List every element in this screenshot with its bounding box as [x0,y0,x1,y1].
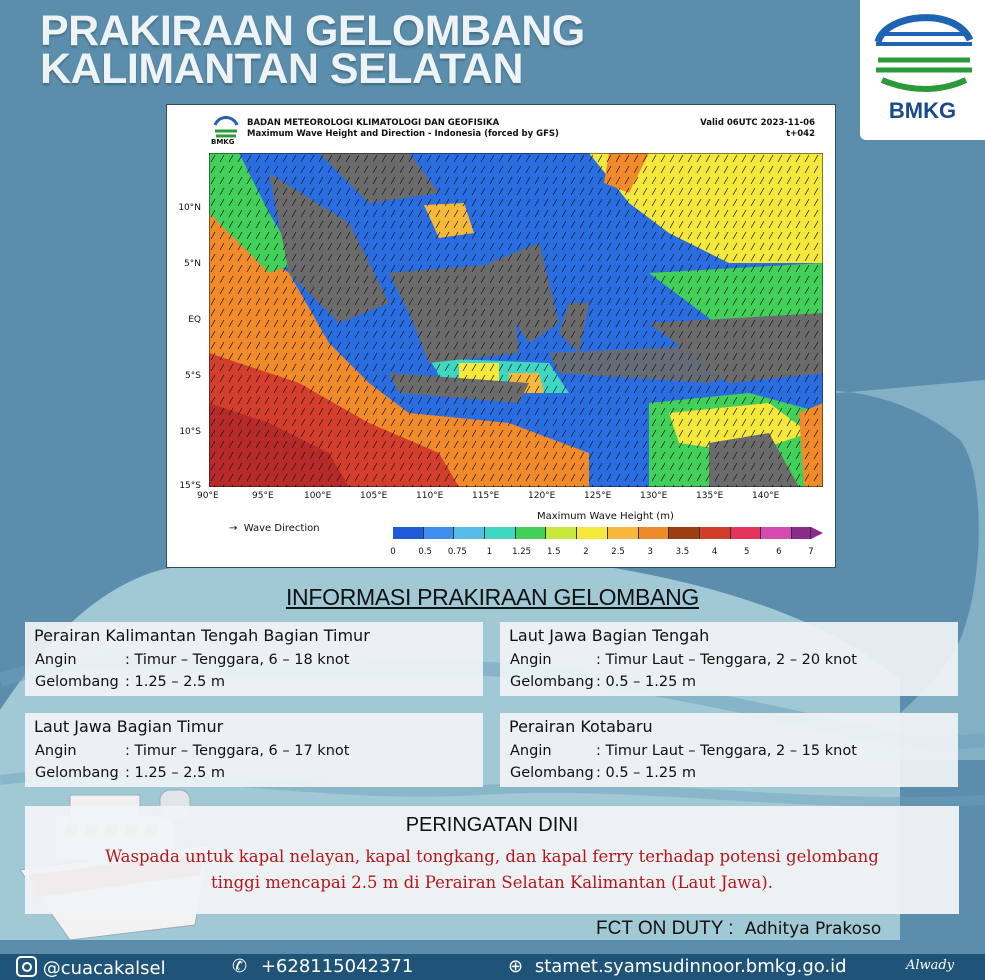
forecast-card-title: Perairan Kalimantan Tengah Bagian Timur [34,626,370,645]
gelombang-label: Gelombang [35,674,119,690]
colorbar-tick-label: 0.75 [447,547,467,557]
lon-label: 110°E [416,491,444,501]
bmkg-logo-text: BMKG [888,98,957,123]
forecast-card [25,622,483,696]
colorbar-segment [669,527,700,539]
lon-label: 115°E [472,491,500,501]
signature: Alwady [906,958,955,973]
wave-map-panel [166,104,836,568]
footer-phone[interactable] [232,956,413,977]
footer-instagram[interactable] [16,956,166,979]
lon-label: 125°E [584,491,612,501]
colorbar-tick-label: 2.5 [611,547,625,557]
instagram-icon [16,956,37,977]
page-title-line2: KALIMANTAN SELATAN [40,45,524,93]
lat-label: 5°S [185,371,201,381]
wave-direction-label: Wave Direction [243,523,320,534]
footer-bar [0,954,985,980]
fct-label: FCT ON DUTY : [596,918,734,939]
page-title [40,7,585,93]
lon-label: 100°E [304,491,332,501]
lon-label: 95°E [252,491,274,501]
gelombang-value: : 1.25 – 2.5 m [125,765,226,781]
colorbar-labels [390,547,823,561]
angin-value: : Timur – Tenggara, 6 – 17 knot [125,743,350,759]
bmkg-logo [860,0,985,140]
lat-label: 15°S [179,481,201,491]
wave-direction-legend [229,523,320,534]
colorbar-segment [639,527,670,539]
gelombang-label: Gelombang [510,765,594,781]
early-warning-title: PERINGATAN DINI [405,814,579,836]
angin-label: Angin [510,652,552,668]
map-valid-time: Valid 06UTC 2023-11-06 [700,118,815,128]
forecast-card [500,622,958,696]
colorbar-segment [546,527,577,539]
angin-label: Angin [35,652,77,668]
early-warning-box [25,806,959,914]
colorbar-segment [731,527,762,539]
forecast-card [500,713,958,787]
lon-label: 105°E [360,491,388,501]
website-url: stamet.syamsudinnoor.bmkg.go.id [534,956,847,977]
lon-label: 135°E [696,491,724,501]
lon-label: 120°E [528,491,556,501]
colorbar-extend-arrow [811,527,823,539]
map-product: Maximum Wave Height and Direction - Indonesia (forced by GFS) [247,129,559,139]
lat-label: EQ [188,315,201,325]
forecast-card [25,713,483,787]
colorbar-tick-label: 1.25 [512,547,532,557]
colorbar-tick-label: 5 [743,547,750,557]
colorbar-segment [761,527,792,539]
map-lead-time: t+042 [786,129,815,139]
lon-label: 140°E [752,491,780,501]
colorbar-title: Maximum Wave Height (m) [537,511,674,522]
colorbar-tick-label: 3.5 [675,547,690,557]
angin-label: Angin [35,743,77,759]
angin-label: Angin [510,743,552,759]
mini-logo-text: BMKG [211,138,235,146]
globe-icon: ⊕ [508,956,524,977]
colorbar-tick-label: 2 [583,547,589,557]
arrow-right-icon: → [229,523,238,534]
footer-website[interactable] [508,956,847,977]
colorbar-segment [700,527,731,539]
info-title: INFORMASI PRAKIRAAN GELOMBANG [285,584,700,610]
wave-height-map [209,153,823,487]
colorbar-segment [577,527,608,539]
colorbar-tick-label: 1 [486,547,493,557]
colorbar-segment [424,527,455,539]
colorbar-tick-label: 0 [390,547,396,557]
lat-label: 10°N [178,203,201,213]
colorbar-segment [608,527,639,539]
colorbar-tick-label: 4 [711,547,718,557]
colorbar-segment [516,527,547,539]
colorbar-segment [485,527,516,539]
page-title-line1: PRAKIRAAN GELOMBANG [40,7,585,55]
lon-label: 90°E [197,491,219,501]
map-agency: BADAN METEOROLOGI KLIMATOLOGI DAN GEOFISIKA [247,118,500,128]
angin-value: : Timur Laut – Tenggara, 2 – 15 knot [596,743,857,759]
angin-value: : Timur Laut – Tenggara, 2 – 20 knot [596,652,857,668]
fct-on-duty [596,918,881,940]
lon-label: 130°E [640,491,668,501]
colorbar-tick-label: 6 [776,547,782,557]
colorbar-segment [393,527,424,539]
early-warning-line: Waspada untuk kapal nelayan, kapal tongkang, dan kapal ferry terhadap potensi gelombang [105,847,879,866]
gelombang-value: : 0.5 – 1.25 m [596,674,697,690]
lat-label: 10°S [179,427,201,437]
early-warning-line: tinggi mencapai 2.5 m di Perairan Selatan Kalimantan (Laut Jawa). [211,873,773,892]
colorbar-segment [792,527,811,539]
colorbar-segment [454,527,485,539]
gelombang-value: : 0.5 – 1.25 m [596,765,697,781]
instagram-handle: @cuacakalsel [42,958,166,979]
phone-number: +628115042371 [260,956,414,977]
early-warning-text [25,844,959,896]
colorbar [393,527,823,539]
colorbar-tick-label: 3 [647,547,653,557]
colorbar-tick-label: 0.5 [418,547,432,557]
gelombang-label: Gelombang [510,674,594,690]
bmkg-emblem-icon [860,0,985,98]
angin-value: : Timur – Tenggara, 6 – 18 knot [125,652,350,668]
whatsapp-icon: ✆ [232,956,248,977]
gelombang-label: Gelombang [35,765,119,781]
lat-label: 5°N [184,259,201,269]
gelombang-value: : 1.25 – 2.5 m [125,674,226,690]
colorbar-tick-label: 7 [808,547,814,557]
forecast-card-title: Laut Jawa Bagian Tengah [509,626,710,645]
colorbar-tick-label: 1.5 [547,547,561,557]
forecast-card-title: Perairan Kotabaru [509,717,653,736]
fct-name: Adhitya Prakoso [744,919,882,939]
forecast-card-title: Laut Jawa Bagian Timur [34,717,224,736]
